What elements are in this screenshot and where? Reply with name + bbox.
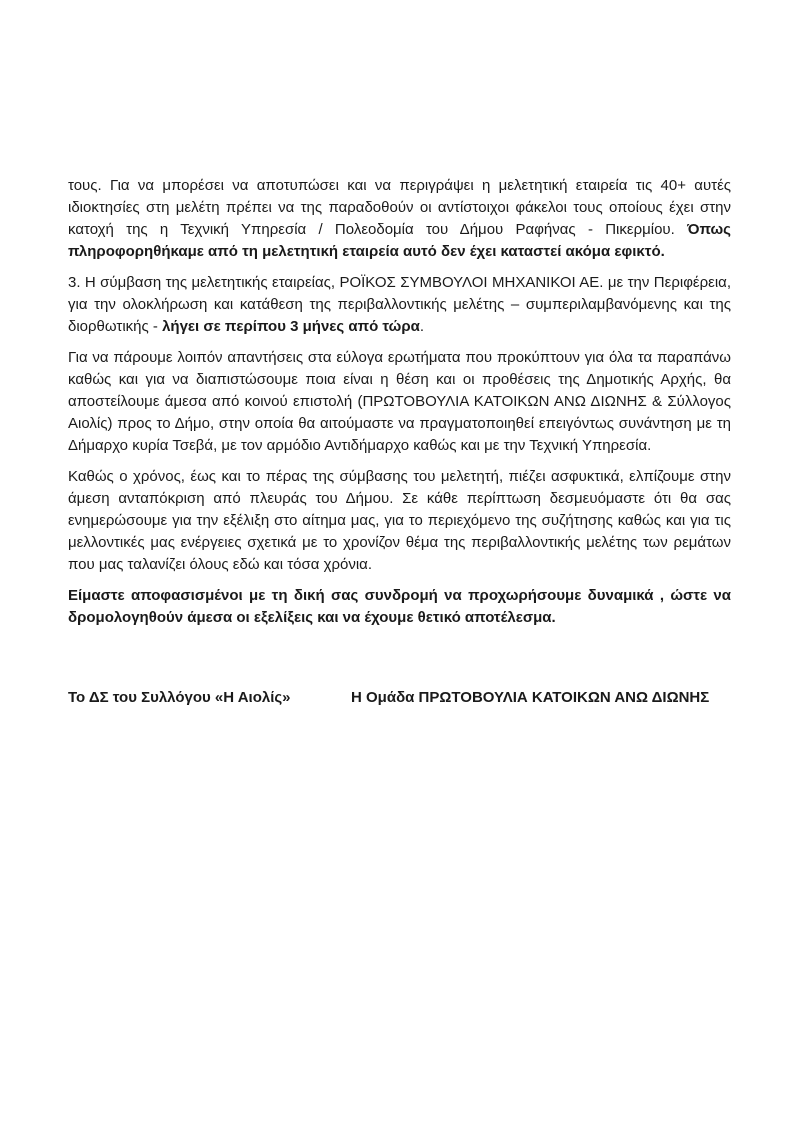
paragraph-5: [68, 585, 731, 629]
paragraph-3-text: Για να πάρουμε λοιπόν απαντήσεις στα εύλογα ερωτήματα που προκύπτουν για όλα τα παραπάνω καθώς και για να διαπιστώσουμε ποια είναι η θέση και οι προθέσεις της Δημοτικής Αρχής, θα αποστείλουμε άμεσα από κοινού επιστολή (ΠΡΩΤΟΒΟΥΛΙΑ ΚΑΤΟΙΚΩΝ ΑΝΩ ΔΙΩΝΗΣ & Σύλλογος Αιολίς) προς το Δήμο, στην οποία θα αιτούμαστε να πραγματοποιηθεί επειγόντως συνάντηση με τη Δήμαρχο κυρία Τσεβά, με τον αρμόδιο Αντιδήμαρχο καθώς και με την Τεχνική Υπηρεσία.: [68, 349, 731, 454]
document-body: [68, 175, 731, 709]
paragraph-2: [68, 272, 731, 338]
paragraph-1-text: τους. Για να μπορέσει να αποτυπώσει και να περιγράψει η μελετητική εταιρεία τις 40+ αυτές ιδιοκτησίες στη μελέτη πρέπει να της παραδοθούν οι αντίστοιχοι φάκελοι τους οποίους έχει στην κατοχή της η Τεχνική Υπηρεσία / Πολεοδομία του Δήμου Ραφήνας - Πικερμίου.: [68, 177, 731, 238]
signature-right: Η Ομάδα ΠΡΩΤΟΒΟΥΛΙΑ ΚΑΤΟΙΚΩΝ ΑΝΩ ΔΙΩΝΗΣ: [351, 689, 710, 706]
paragraph-4: [68, 466, 731, 576]
paragraph-2-bold-text: λήγει σε περίπου 3 μήνες από τώρα: [162, 318, 420, 335]
paragraph-1: [68, 175, 731, 263]
paragraph-2-text: 3. Η σύμβαση της μελετητικής εταιρείας, ΡΟΪΚΟΣ ΣΥΜΒΟΥΛΟΙ ΜΗΧΑΝΙΚΟΙ ΑΕ. με την Περιφέρεια, για την ολοκλήρωση και κατάθεση της περιβαλλοντικής μελέτης – συμπεριλαμβανόμενης και της διορθωτικής -: [68, 274, 731, 335]
paragraph-1-bold-text: Όπως πληροφορηθήκαμε από τη μελετητική εταιρεία αυτό δεν έχει καταστεί ακόμα εφικτό.: [68, 221, 731, 260]
paragraph-5-bold-text: Είμαστε αποφασισμένοι με τη δική σας συνδρομή να προχωρήσουμε δυναμικά , ώστε να δρομολογηθούν άμεσα οι εξελίξεις και να έχουμε θετικό αποτέλεσμα.: [68, 587, 731, 626]
paragraph-4-text: Καθώς ο χρόνος, έως και το πέρας της σύμβασης του μελετητή, πιέζει ασφυκτικά, ελπίζουμε στην άμεση ανταπόκριση από πλευράς του Δήμου. Σε κάθε περίπτωση δεσμευόμαστε ότι θα σας ενημερώσουμε για την εξέλιξη στο αίτημα μας, για το περιεχόμενο της συζήτησης καθώς και για τις μελλοντικές μας ενέργειες σχετικά με το χρονίζον θέμα της περιβαλλοντικής μελέτης των ρεμάτων που μας ταλανίζει όλους εδώ και τόσα χρόνια.: [68, 468, 731, 573]
paragraph-3: [68, 347, 731, 457]
signature-left: Το ΔΣ του Συλλόγου «Η Αιολίς»: [68, 689, 291, 706]
paragraph-2-tail-text: .: [419, 318, 425, 335]
signature-row: [68, 687, 731, 709]
